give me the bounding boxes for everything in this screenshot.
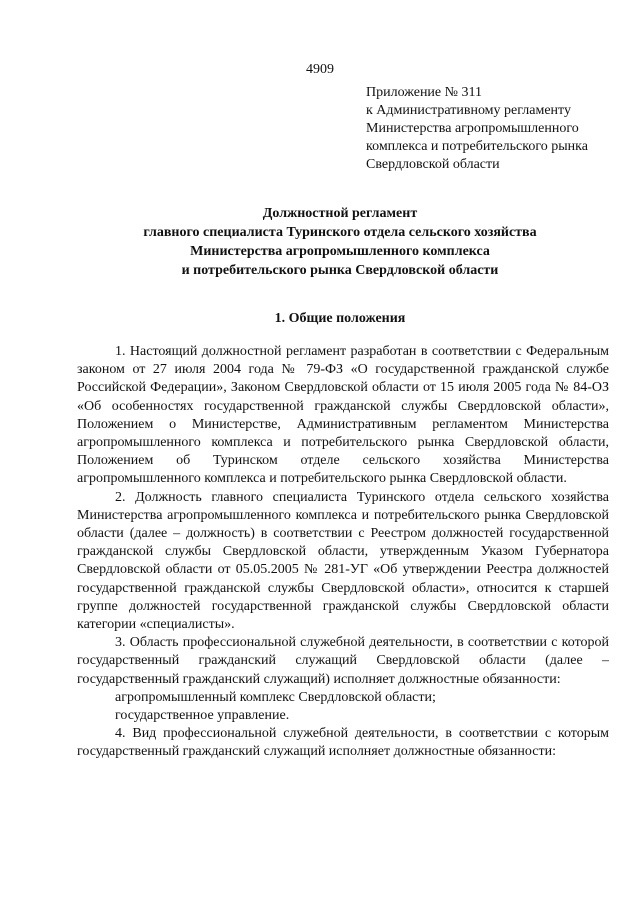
title-line: Должностной регламент [262, 206, 418, 221]
appendix-block [366, 84, 626, 174]
paragraph-2: 2. Должность главного специалиста Туринского отдела сельского хозяйства Министерства агропромышленного комплекса и потребительского рынка Свердловской области (далее – должность) в соответствии с Реестром должностей государственной гражданской службы Свердловской области, утвержденным Указом Губернатора Свердловской области от 05.05.2005 № 281-УГ «Об утверждении Реестра должностей государственной гражданской службы Свердловской области», относится к старшей группе должностей государственной гражданской службы Свердловской области категории «специалисты». [77, 489, 609, 633]
paragraph-1: 1. Настоящий должностной регламент разработан в соответствии с Федеральным законом от 27 июля 2004 года № 79-ФЗ «О государственной гражданской службе Российской Федерации», Законом Свердловской области от 15 июля 2005 года № 84-ОЗ «Об особенностях государственной гражданской службы Свердловской области», Положением о Министерстве, Административным регламентом Министерства агропромышленного комплекса и потребительского рынка Свердловской области, Положением об Туринском отделе сельского хозяйства Министерства агропромышленного комплекса и потребительского рынка Свердловской области. [77, 344, 609, 487]
page-number: 4909 [306, 62, 334, 77]
document-title [70, 204, 610, 280]
appendix-line: комплекса и потребительского рынка [366, 139, 588, 154]
title-line: Министерства агропромышленного комплекса [190, 244, 490, 259]
list-item: государственное управление. [115, 708, 290, 724]
title-line: и потребительского рынка Свердловской области [181, 263, 499, 278]
paragraph-4: 4. Вид профессиональной служебной деятельности, в соответствии с которым государственный гражданский служащий исполняет должностные обязанности: [77, 726, 609, 760]
appendix-line: Приложение № 311 [366, 85, 482, 100]
appendix-line: Свердловской области [366, 157, 500, 172]
list-item: агропромышленный комплекс Свердловской области; [115, 689, 436, 705]
appendix-line: к Административному регламенту [366, 103, 571, 118]
document-body [77, 343, 609, 762]
appendix-line: Министерства агропромышленного [366, 121, 579, 136]
paragraph-3: 3. Область профессиональной служебной деятельности, в соответствии с которой государственный гражданский служащий Свердловской области (далее – государственный гражданский служащий) исполняет должностные обязанности: [77, 635, 609, 687]
section-heading: 1. Общие положения [274, 311, 406, 326]
title-line: главного специалиста Туринского отдела сельского хозяйства [143, 225, 537, 240]
